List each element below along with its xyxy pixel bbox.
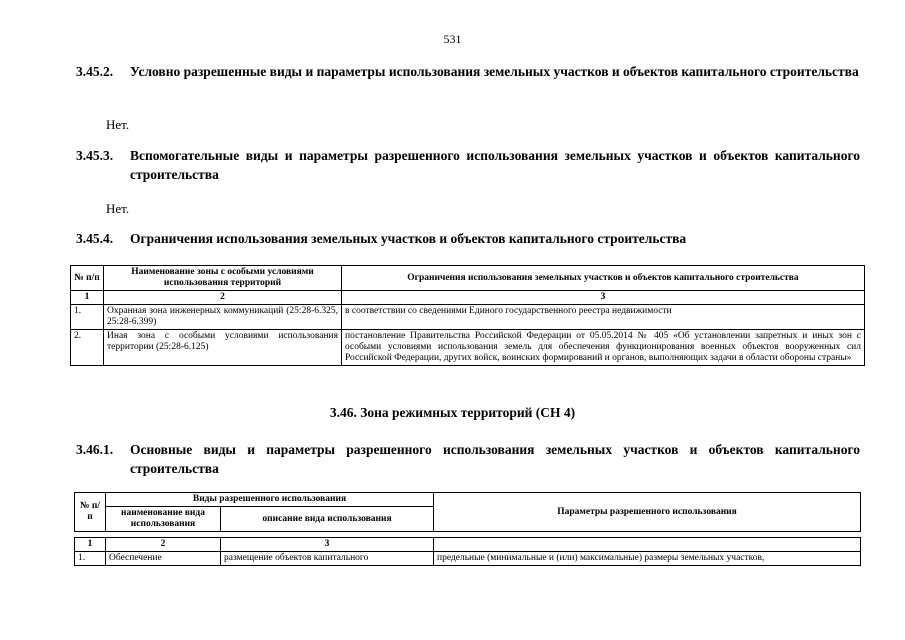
zone-title: 3.46. Зона режимных территорий (СН 4) bbox=[329, 405, 576, 420]
column-number-empty bbox=[434, 538, 861, 552]
zone-name: Охранная зона инженерных коммуникаций (25:28-6.325, 25:28-6.399) bbox=[104, 305, 342, 330]
column-header: Ограничения использования земельных участков и объектов капитального строительства bbox=[342, 266, 865, 291]
column-number: 1 bbox=[75, 538, 106, 552]
use-description: размещение объектов капитального bbox=[221, 552, 434, 566]
section-title: Основные виды и параметры разрешенного использования земельных участков и объектов капитального строительства bbox=[130, 442, 860, 476]
restriction-text: постановление Правительства Российской Федерации от 05.05.2014 № 405 «Об установлении запретных и иных зон с особыми условиями использования земель для обеспечения функционирования военных объектов вооруженных сил Российской Федерации, других войск, воинских формирований и органов, выполняющих задачи в области обороны страны» bbox=[342, 330, 865, 366]
column-number: 2 bbox=[104, 291, 342, 305]
table-row bbox=[75, 552, 861, 566]
column-header: Параметры разрешенного использования bbox=[434, 493, 861, 532]
row-number: 1. bbox=[71, 305, 104, 330]
table-header-row bbox=[75, 493, 861, 507]
table-header-row bbox=[71, 266, 865, 291]
section-title: Ограничения использования земельных участков и объектов капитального строительства bbox=[130, 231, 687, 246]
zone-name: Иная зона с особыми условиями использования территории (25:28-6.125) bbox=[104, 330, 342, 366]
section-heading-3-45-4 bbox=[76, 229, 860, 248]
column-number: 3 bbox=[342, 291, 865, 305]
use-parameters: предельные (минимальные и (или) максимальные) размеры земельных участков, bbox=[434, 552, 861, 566]
column-header: описание вида использования bbox=[221, 507, 434, 532]
restriction-text: в соответствии со сведениями Единого государственного реестра недвижимости bbox=[342, 305, 865, 330]
table-row bbox=[71, 330, 865, 366]
section-heading-3-45-2 bbox=[76, 62, 860, 81]
section-number: 3.45.2. bbox=[76, 64, 114, 79]
column-header-group: Виды разрешенного использования bbox=[106, 493, 434, 507]
column-header: № п/п bbox=[71, 266, 104, 291]
section-number: 3.45.4. bbox=[76, 231, 114, 246]
row-number: 1. bbox=[75, 552, 106, 566]
column-number-row bbox=[75, 538, 861, 552]
none-text: Нет. bbox=[106, 201, 130, 216]
column-number: 2 bbox=[106, 538, 221, 552]
section-number: 3.46.1. bbox=[76, 442, 114, 457]
section-heading-3-46-1 bbox=[76, 440, 860, 478]
column-header: наименование вида использования bbox=[106, 507, 221, 532]
restrictions-table bbox=[70, 265, 865, 366]
page-number: 531 bbox=[443, 32, 462, 46]
row-number: 2. bbox=[71, 330, 104, 366]
permitted-use-table bbox=[74, 492, 861, 566]
column-header: Наименование зоны с особыми условиями использования территорий bbox=[104, 266, 342, 291]
column-number-row bbox=[71, 291, 865, 305]
column-number: 1 bbox=[71, 291, 104, 305]
section-heading-3-45-3 bbox=[76, 146, 860, 184]
section-title: Условно разрешенные виды и параметры использования земельных участков и объектов капитального строительства bbox=[130, 64, 859, 79]
table-row bbox=[71, 305, 865, 330]
section-number: 3.45.3. bbox=[76, 148, 114, 163]
use-name: Обеспечение bbox=[106, 552, 221, 566]
section-title: Вспомогательные виды и параметры разрешенного использования земельных участков и объектов капитального строительства bbox=[130, 148, 860, 182]
column-number: 3 bbox=[221, 538, 434, 552]
column-header: № п/п bbox=[75, 493, 106, 532]
none-text: Нет. bbox=[106, 117, 130, 132]
